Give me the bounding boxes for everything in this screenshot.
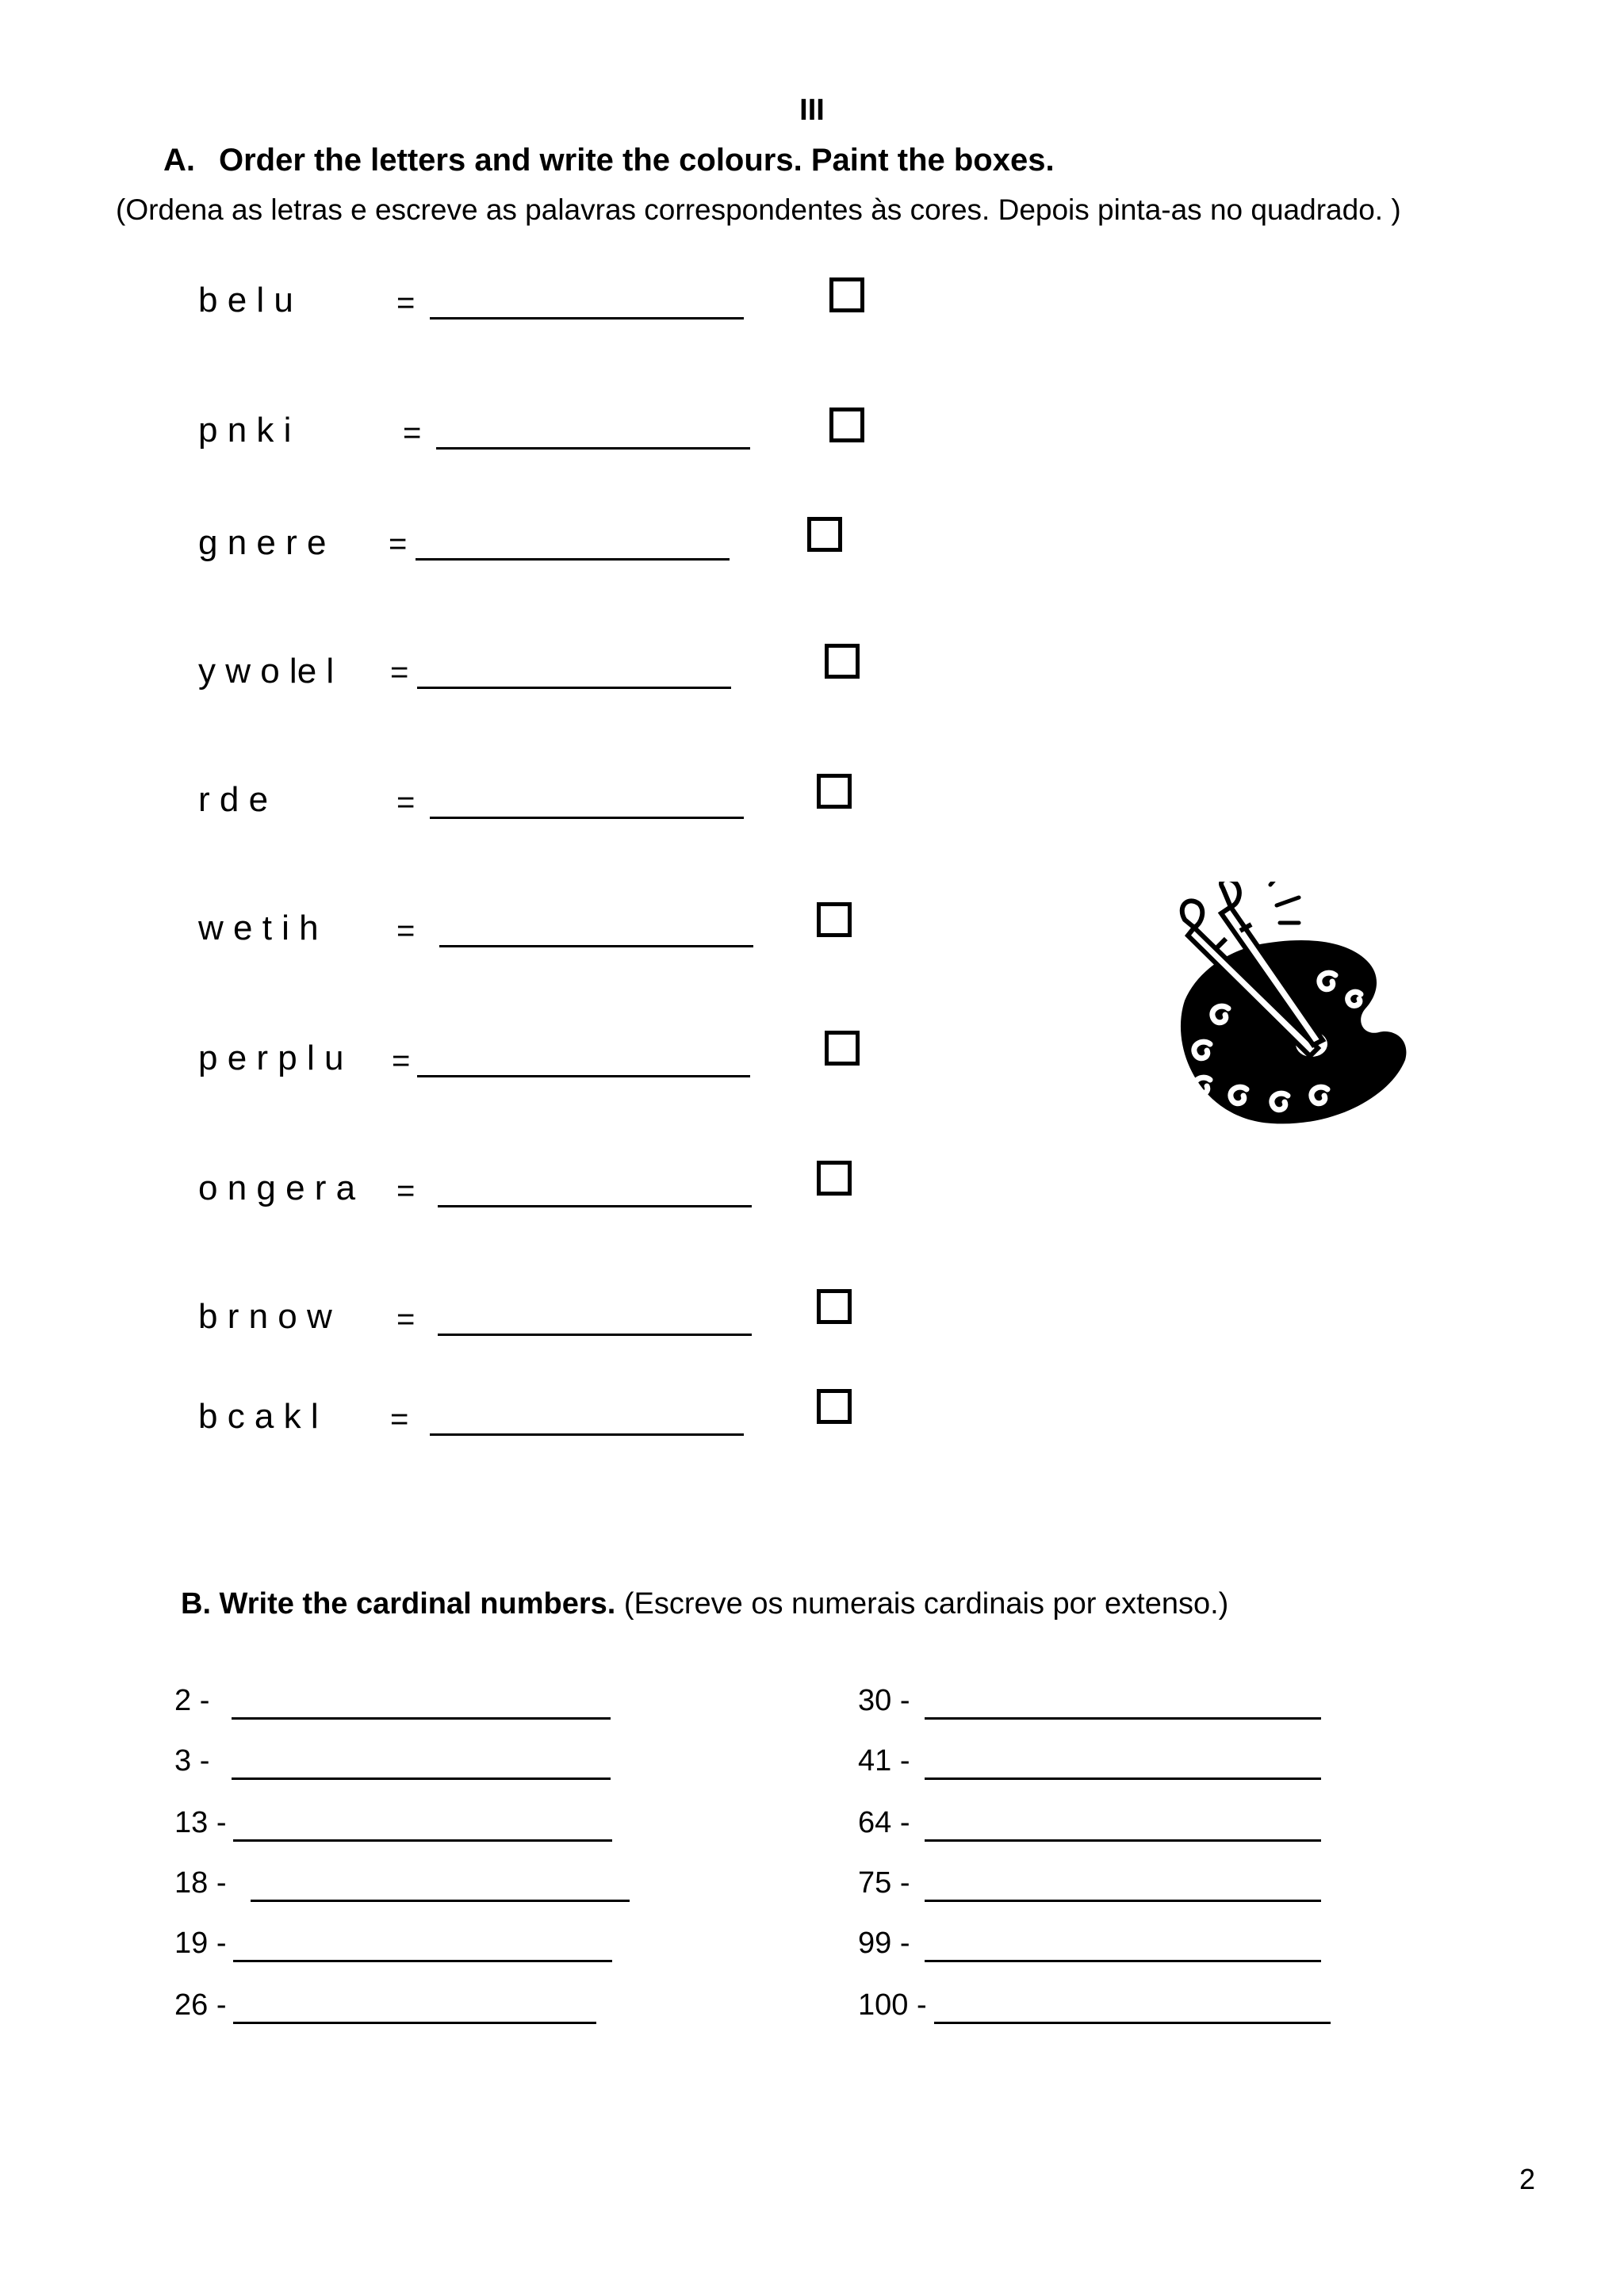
paint-box[interactable] [825,644,860,679]
number-label: 75 - [858,1866,910,1900]
scrambled-word: y w o le l [198,652,335,691]
paint-box[interactable] [817,902,852,937]
equals-sign: = [396,285,416,320]
scrambled-word: r d e [198,780,269,819]
answer-line[interactable] [417,1075,750,1077]
section-b-title [181,1587,1228,1621]
scrambled-word: p n k i [198,411,292,450]
section-b-title-bold: B. Write the cardinal numbers. [181,1587,616,1621]
number-label: 18 - [174,1866,227,1900]
answer-line[interactable] [925,1717,1321,1720]
answer-line[interactable] [925,1777,1321,1780]
scrambled-word: b c a k l [198,1397,319,1436]
equals-sign: = [390,1402,409,1437]
paint-palette-with-brushes-icon [1153,882,1415,1135]
scrambled-word: w e t i h [198,909,319,947]
number-label: 2 - [174,1684,210,1717]
scrambled-word: b e l u [198,281,293,320]
answer-line[interactable] [436,447,750,450]
scrambled-word: p e r p l u [198,1039,344,1077]
answer-line[interactable] [233,2022,596,2024]
answer-line[interactable] [233,1839,612,1842]
scrambled-word: o n g e r a [198,1169,356,1207]
number-label: 100 - [858,1988,927,2022]
equals-sign: = [403,415,422,450]
section-a-instruction: Order the letters and write the colours. Paint the boxes. [219,143,1055,178]
equals-sign: = [396,1173,416,1208]
section-a-title [163,143,1055,178]
equals-sign: = [392,1043,411,1078]
roman-heading: III [799,94,825,127]
equals-sign: = [389,526,408,561]
answer-line[interactable] [251,1900,630,1902]
equals-sign: = [396,913,416,948]
paint-box[interactable] [817,1161,852,1196]
answer-line[interactable] [925,1839,1321,1842]
scrambled-word: g n e r e [198,523,327,562]
number-label: 30 - [858,1684,910,1717]
scrambled-word: b r n o w [198,1297,332,1336]
section-b-title-note: (Escreve os numerais cardinais por extenso.) [615,1587,1229,1621]
equals-sign: = [390,655,409,690]
answer-line[interactable] [438,1205,752,1207]
answer-line[interactable] [430,817,744,819]
answer-line[interactable] [416,558,730,561]
paint-box[interactable] [829,277,864,312]
answer-line[interactable] [925,1960,1321,1962]
section-a-letter: A. [163,143,195,178]
answer-line[interactable] [934,2022,1331,2024]
number-label: 3 - [174,1744,210,1777]
paint-box[interactable] [829,408,864,442]
paint-box[interactable] [817,774,852,809]
answer-line[interactable] [417,687,731,689]
paint-box[interactable] [817,1389,852,1424]
section-a-subtitle: (Ordena as letras e escreve as palavras correspondentes às cores. Depois pinta-as no quadrado. ) [116,193,1401,226]
equals-sign: = [396,785,416,820]
number-label: 99 - [858,1927,910,1960]
answer-line[interactable] [439,945,753,947]
number-label: 26 - [174,1988,227,2022]
paint-box[interactable] [825,1031,860,1066]
answer-line[interactable] [430,1433,744,1436]
number-label: 13 - [174,1806,227,1839]
paint-box[interactable] [807,517,842,552]
number-label: 19 - [174,1927,227,1960]
answer-line[interactable] [430,317,744,320]
equals-sign: = [396,1302,416,1337]
answer-line[interactable] [233,1960,612,1962]
page-number: 2 [1519,2163,1535,2195]
number-label: 41 - [858,1744,910,1777]
answer-line[interactable] [438,1334,752,1336]
answer-line[interactable] [232,1717,611,1720]
answer-line[interactable] [232,1777,611,1780]
paint-box[interactable] [817,1289,852,1324]
number-label: 64 - [858,1806,910,1839]
answer-line[interactable] [925,1900,1321,1902]
